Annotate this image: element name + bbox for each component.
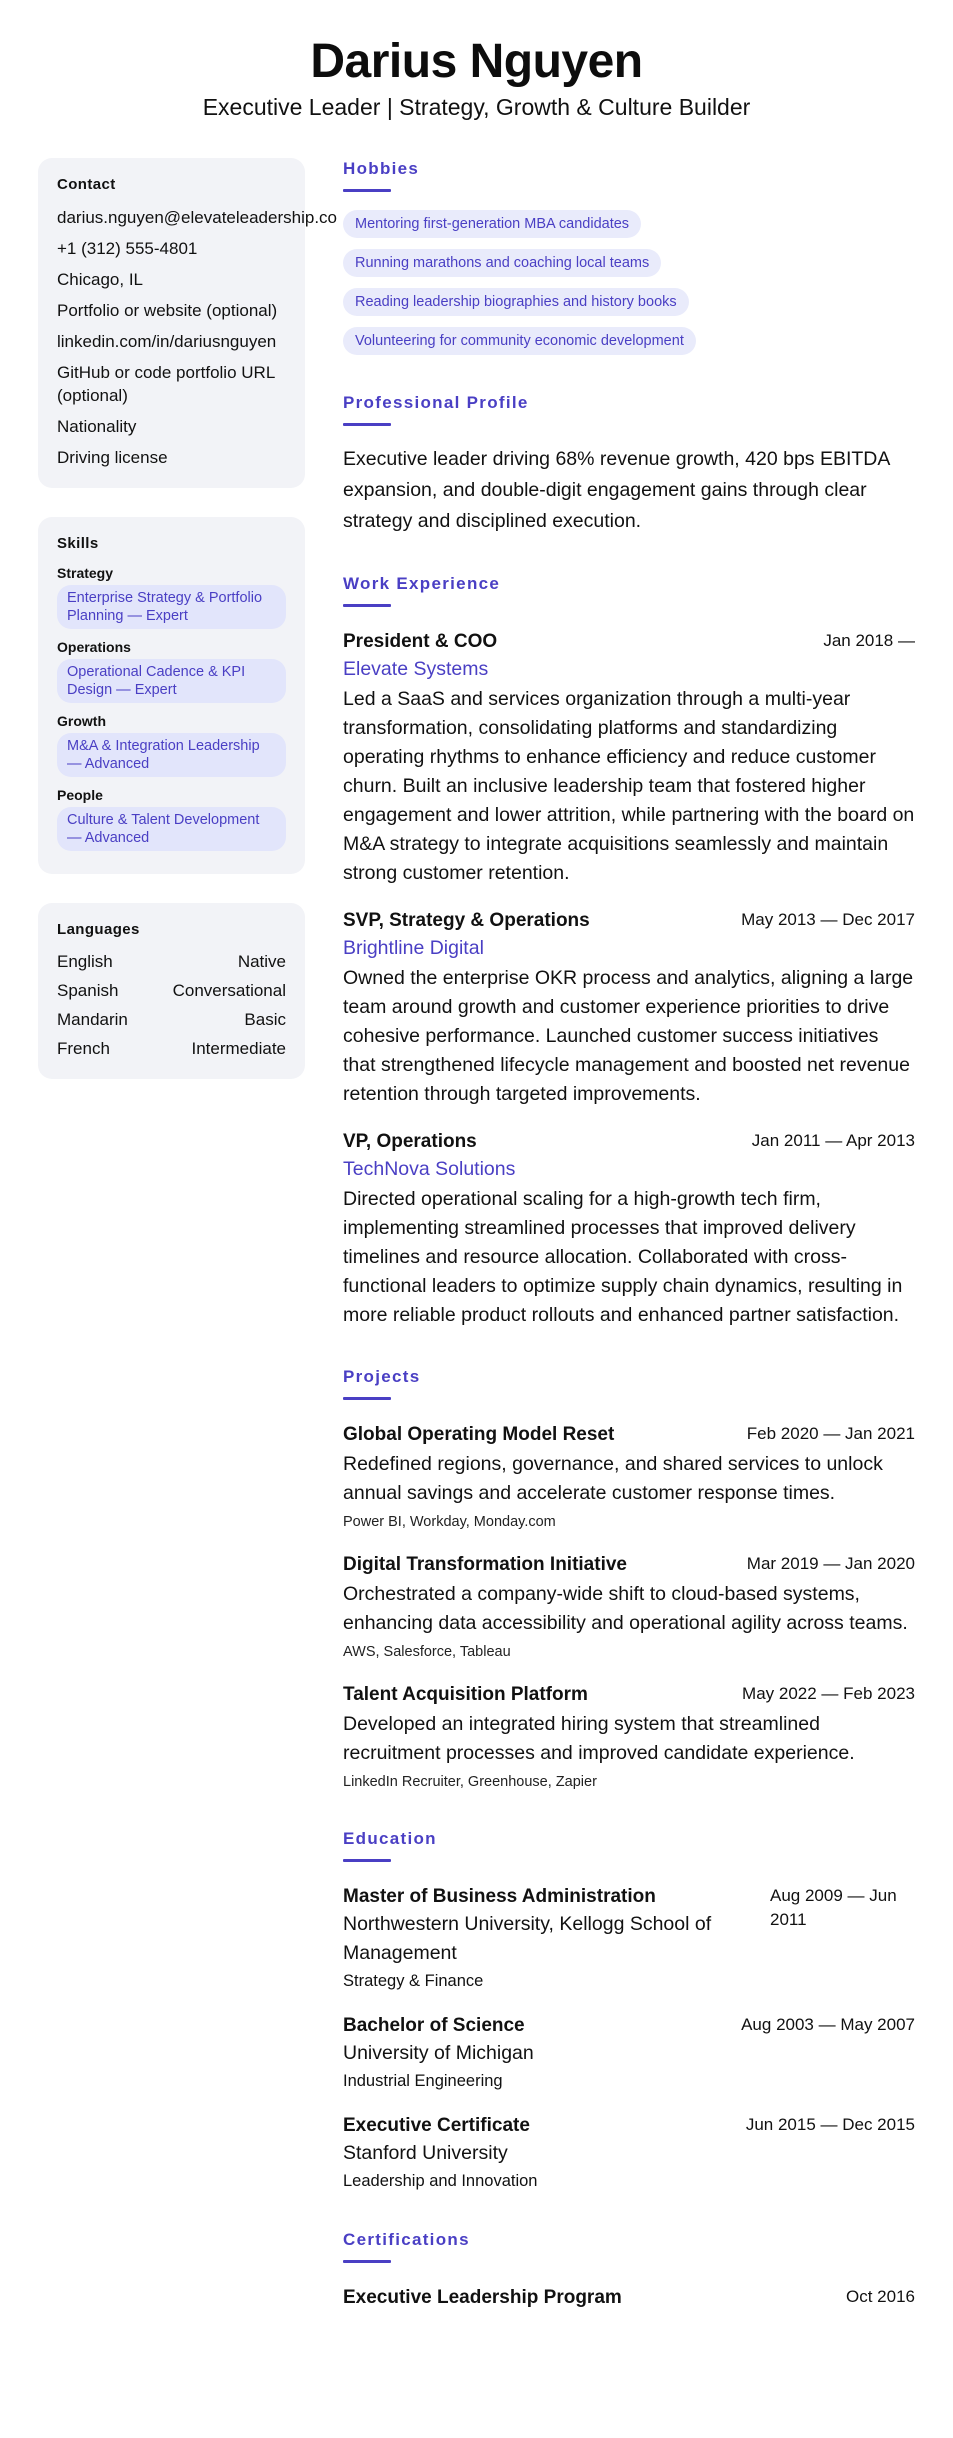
section-divider	[343, 423, 391, 426]
sidebar	[38, 158, 337, 1108]
skill-tag: Operational Cadence & KPI Design — Expert	[57, 659, 286, 703]
certification-entry	[343, 2285, 915, 2311]
contact-nationality: Nationality	[57, 417, 137, 436]
language-level: Intermediate	[191, 1039, 286, 1058]
profile-title: Professional Profile	[343, 393, 529, 412]
school-name: Stanford University	[343, 2142, 508, 2164]
project-description: Redefined regions, governance, and shared services to unlock annual savings and accelerate customer response times.	[343, 1453, 883, 1504]
hobbies-section	[343, 158, 915, 366]
language-row	[57, 980, 286, 1002]
contact-linkedin[interactable]: linkedin.com/in/dariusnguyen	[57, 332, 277, 351]
project-entry	[343, 1552, 915, 1662]
candidate-tagline: Executive Leader | Strategy, Growth & Culture Builder	[202, 94, 751, 120]
company-name: Elevate Systems	[343, 658, 489, 680]
main-content	[343, 158, 915, 2337]
languages-title: Languages	[57, 921, 140, 938]
company-name: TechNova Solutions	[343, 1158, 516, 1180]
job-dates: May 2013 — Dec 2017	[741, 910, 915, 929]
language-name: Mandarin	[57, 1010, 128, 1029]
experience-entry	[343, 1129, 915, 1330]
project-name: Digital Transformation Initiative	[343, 1554, 627, 1575]
project-name: Talent Acquisition Platform	[343, 1684, 588, 1705]
experience-entry	[343, 629, 915, 888]
certification-date: Oct 2016	[846, 2287, 915, 2306]
projects-section	[343, 1366, 915, 1792]
section-divider	[343, 1859, 391, 1862]
experience-section	[343, 573, 915, 1330]
education-dates: Jun 2015 — Dec 2015	[745, 2115, 915, 2134]
education-entry	[343, 2013, 915, 2093]
hobbies-title: Hobbies	[343, 159, 420, 178]
project-description: Orchestrated a company-wide shift to cloud-based systems, enhancing data accessibility and operational agility across teams.	[343, 1583, 908, 1634]
company-name: Brightline Digital	[343, 937, 484, 959]
language-level: Basic	[244, 1010, 286, 1029]
education-entry	[343, 2113, 915, 2193]
degree-name: Master of Business Administration	[343, 1886, 656, 1907]
project-name: Global Operating Model Reset	[343, 1424, 615, 1445]
skills-card	[38, 517, 305, 874]
education-dates: Aug 2009 — Jun 2011	[770, 1886, 897, 1929]
skill-tag: Culture & Talent Development — Advanced	[57, 807, 286, 851]
section-divider	[343, 189, 391, 192]
hobby-tag: Reading leadership biographies and history books	[343, 288, 689, 316]
section-divider	[343, 604, 391, 607]
job-dates: Jan 2018 —	[823, 631, 915, 650]
skill-category: Growth	[57, 713, 106, 729]
certifications-title: Certifications	[343, 2230, 470, 2249]
skill-group	[57, 713, 286, 787]
job-description: Led a SaaS and services organization through a multi-year transformation, consolidating platforms and standardizing operating rhythms to enhance efficiency and reduce customer churn. Built an inclusive leadership team that fostered higher engagement and lower attrition, while partnering with the board on M&A strategy to integrate acquisitions seamlessly and maintain strong customer retention.	[343, 688, 915, 884]
hobby-tag: Volunteering for community economic development	[343, 327, 696, 355]
experience-title: Work Experience	[343, 574, 501, 593]
contact-portfolio: Portfolio or website (optional)	[57, 301, 278, 320]
job-description: Owned the enterprise OKR process and analytics, aligning a large team around growth and customer experience priorities to drive cohesive performance. Launched customer success initiatives that strengthened lifecycle management and boosted net revenue retention through targeted improvements.	[343, 967, 914, 1105]
contact-card	[38, 158, 337, 488]
candidate-name: Darius Nguyen	[310, 35, 643, 88]
language-level: Conversational	[172, 981, 286, 1000]
skill-tag: Enterprise Strategy & Portfolio Planning — Expert	[57, 585, 286, 629]
field-of-study: Leadership and Innovation	[343, 2172, 538, 2190]
job-title: President & COO	[343, 631, 498, 652]
education-dates: Aug 2003 — May 2007	[741, 2015, 915, 2034]
project-description: Developed an integrated hiring system that streamlined recruitment processes and improved candidate experience.	[343, 1713, 855, 1764]
job-title: VP, Operations	[343, 1131, 477, 1152]
job-title: SVP, Strategy & Operations	[343, 910, 590, 931]
job-dates: Jan 2011 — Apr 2013	[751, 1131, 915, 1150]
education-entry	[343, 1884, 915, 1993]
contact-title: Contact	[57, 176, 116, 193]
skill-group	[57, 565, 286, 639]
skill-category: People	[57, 787, 103, 803]
degree-name: Bachelor of Science	[343, 2015, 525, 2036]
experience-entry	[343, 908, 915, 1109]
education-section	[343, 1828, 915, 2193]
language-level: Native	[237, 952, 286, 971]
skill-tag: M&A & Integration Leadership — Advanced	[57, 733, 286, 777]
hobby-tag: Running marathons and coaching local teams	[343, 249, 661, 277]
language-row	[57, 1009, 286, 1031]
field-of-study: Strategy & Finance	[343, 1972, 484, 1990]
skill-category: Operations	[57, 639, 131, 655]
project-dates: May 2022 — Feb 2023	[742, 1684, 915, 1703]
hobby-tag: Mentoring first-generation MBA candidates	[343, 210, 641, 238]
contact-github: GitHub or code portfolio URL (optional)	[57, 363, 275, 405]
field-of-study: Industrial Engineering	[343, 2072, 503, 2090]
project-entry	[343, 1682, 915, 1792]
language-name: French	[57, 1039, 110, 1058]
degree-name: Executive Certificate	[343, 2115, 530, 2136]
skill-category: Strategy	[57, 565, 114, 581]
project-entry	[343, 1422, 915, 1532]
contact-location: Chicago, IL	[57, 270, 143, 289]
language-row	[57, 951, 286, 973]
language-row	[57, 1038, 286, 1060]
school-name: University of Michigan	[343, 2042, 534, 2064]
certification-name: Executive Leadership Program	[343, 2287, 622, 2308]
project-tools: Power BI, Workday, Monday.com	[343, 1514, 556, 1530]
contact-phone[interactable]: +1 (312) 555-4801	[57, 239, 198, 258]
skills-title: Skills	[57, 535, 99, 552]
languages-card	[38, 903, 305, 1079]
profile-summary: Executive leader driving 68% revenue growth, 420 bps EBITDA expansion, and double-digit engagement gains through clear strategy and disciplined execution.	[343, 448, 890, 532]
project-dates: Mar 2019 — Jan 2020	[746, 1554, 915, 1573]
section-divider	[343, 1397, 391, 1400]
section-divider	[343, 2260, 391, 2263]
profile-section	[343, 392, 915, 537]
contact-license: Driving license	[57, 448, 168, 467]
certifications-section	[343, 2229, 915, 2311]
job-description: Directed operational scaling for a high-growth tech firm, implementing streamlined processes that improved delivery timelines and resource allocation. Collaborated with cross-functional leaders to optimize supply chain dynamics, resulting in more reliable product rollouts and enhanced partner satisfaction.	[343, 1188, 903, 1326]
school-name: Northwestern University, Kellogg School of Management	[343, 1913, 712, 1964]
project-tools: AWS, Salesforce, Tableau	[343, 1644, 511, 1660]
language-name: English	[57, 952, 113, 971]
education-title: Education	[343, 1829, 437, 1848]
skill-group	[57, 639, 286, 713]
project-tools: LinkedIn Recruiter, Greenhouse, Zapier	[343, 1774, 597, 1790]
projects-title: Projects	[343, 1367, 421, 1386]
contact-email[interactable]: darius.nguyen@elevateleadership.co	[57, 208, 337, 227]
skill-group	[57, 787, 286, 861]
resume-header	[0, 0, 953, 122]
language-name: Spanish	[57, 981, 119, 1000]
project-dates: Feb 2020 — Jan 2021	[746, 1424, 915, 1443]
